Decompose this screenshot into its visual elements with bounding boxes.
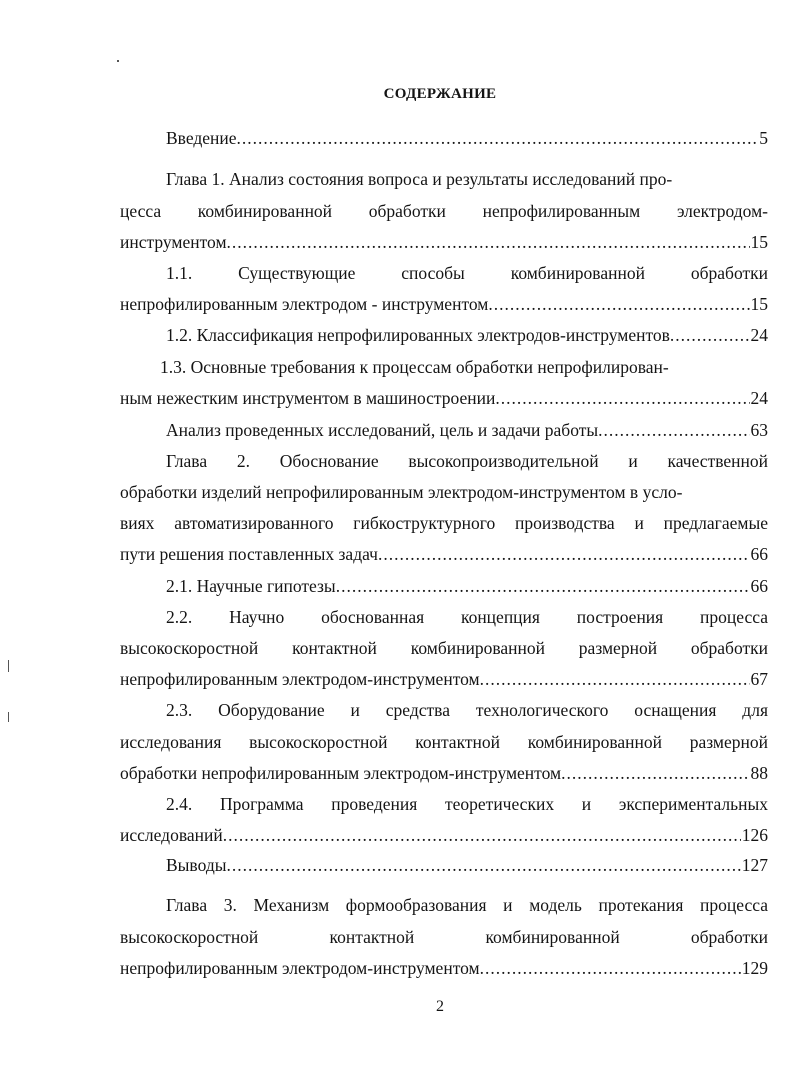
toc-entry-2-4-line-1: 2.4. Программа проведения теоретических и экспериментальных xyxy=(166,794,768,814)
toc-entry-analysis xyxy=(166,418,768,442)
leader-dots xyxy=(488,292,749,316)
toc-entry-text: непрофилированным электродом-инструментом xyxy=(120,958,480,978)
toc-page-number: 126 xyxy=(741,825,768,845)
toc-entry-2-4-line-2 xyxy=(120,823,768,847)
toc-entry-2-2-line-2: высокоскоростной контактной комбинированной размерной обработки xyxy=(120,638,768,658)
toc-entry-text: пути решения поставленных задач xyxy=(120,544,378,564)
toc-entry-chapter-2-line-4 xyxy=(120,542,768,566)
toc-entry-1-1-line-1: 1.1. Существующие способы комбинированной обработки xyxy=(166,263,768,283)
toc-page-number: 67 xyxy=(750,669,768,689)
scan-speck xyxy=(8,660,9,672)
toc-entry-2-2-line-1: 2.2. Научно обоснованная концепция построения процесса xyxy=(166,607,768,627)
scan-speck xyxy=(8,712,9,722)
leader-dots xyxy=(480,667,750,691)
scan-speck xyxy=(117,60,119,62)
leader-dots xyxy=(598,418,749,442)
toc-entry-1-2 xyxy=(166,323,768,347)
leader-dots xyxy=(336,574,750,598)
toc-page-number: 15 xyxy=(750,294,768,314)
toc-entry-text: 1.2. Классификация непрофилированных электродов-инструментов xyxy=(166,325,670,345)
toc-entry-text: непрофилированным электродом-инструментом xyxy=(120,669,480,689)
toc-entry-text: 2.1. Научные гипотезы xyxy=(166,576,336,596)
page-number: 2 xyxy=(436,998,444,1015)
toc-entry-chapter-2-line-2: обработки изделий непрофилированным электродом-инструментом в усло- xyxy=(120,482,683,502)
toc-entry-chapter-3-line-3 xyxy=(120,956,768,980)
toc-entry-conclusions xyxy=(166,853,768,877)
toc-entry-chapter-3-line-2: высокоскоростной контактной комбинированной обработки xyxy=(120,927,768,947)
toc-entry-text: ным нежестким инструментом в машиностроении xyxy=(120,388,496,408)
toc-entry-intro xyxy=(166,126,768,150)
toc-page-number: 24 xyxy=(750,325,768,345)
toc-entry-text: Выводы xyxy=(166,855,227,875)
leader-dots xyxy=(378,542,750,566)
leader-dots xyxy=(237,126,759,150)
toc-entry-chapter-2-line-3: виях автоматизированного гибкоструктурного производства и предлагаемые xyxy=(120,513,768,533)
toc-entry-chapter-1-line-3 xyxy=(120,230,768,254)
leader-dots xyxy=(495,386,749,410)
toc-entry-2-3-line-1: 2.3. Оборудование и средства технологического оснащения для xyxy=(166,700,768,720)
toc-entry-1-3-line-2 xyxy=(120,386,768,410)
toc-entry-1-3-line-1: 1.3. Основные требования к процессам обработки непрофилирован- xyxy=(160,357,669,377)
toc-entry-text: Введение xyxy=(166,128,237,148)
toc-entry-chapter-2-line-1: Глава 2. Обоснование высокопроизводительной и качественной xyxy=(166,451,768,471)
leader-dots xyxy=(223,823,741,847)
toc-entry-chapter-3-line-1: Глава 3. Механизм формообразования и модель протекания процесса xyxy=(166,895,768,915)
leader-dots xyxy=(561,761,749,785)
leader-dots xyxy=(227,230,750,254)
toc-entry-2-1 xyxy=(166,574,768,598)
toc-page-number: 129 xyxy=(741,958,768,978)
toc-page-number: 15 xyxy=(750,232,768,252)
toc-page-number: 88 xyxy=(750,763,768,783)
toc-entry-text: исследований xyxy=(120,825,223,845)
leader-dots xyxy=(226,853,740,877)
toc-entry-1-1-line-2 xyxy=(120,292,768,316)
toc-entry-text: инструментом xyxy=(120,232,227,252)
toc-page-number: 66 xyxy=(750,544,768,564)
toc-entry-2-2-line-3 xyxy=(120,667,768,691)
toc-page-number: 66 xyxy=(750,576,768,596)
toc-page-number: 127 xyxy=(741,855,768,875)
toc-entry-text: обработки непрофилированным электродом-инструментом xyxy=(120,763,562,783)
toc-page-number: 63 xyxy=(750,420,768,440)
leader-dots xyxy=(480,956,741,980)
toc-entry-chapter-1-line-2: цесса комбинированной обработки непрофилированным электродом- xyxy=(120,201,768,221)
toc-entry-text: непрофилированным электродом - инструментом xyxy=(120,294,489,314)
toc-entry-2-3-line-3 xyxy=(120,761,768,785)
leader-dots xyxy=(670,323,750,347)
toc-page-number: 5 xyxy=(759,128,768,148)
toc-page-number: 24 xyxy=(750,388,768,408)
toc-entry-chapter-1-line-1: Глава 1. Анализ состояния вопроса и результаты исследований про- xyxy=(166,169,673,189)
toc-entry-text: Анализ проведенных исследований, цель и задачи работы xyxy=(166,420,599,440)
toc-entry-2-3-line-2: исследования высокоскоростной контактной комбинированной размерной xyxy=(120,732,768,752)
toc-title: СОДЕРЖАНИЕ xyxy=(383,86,497,102)
